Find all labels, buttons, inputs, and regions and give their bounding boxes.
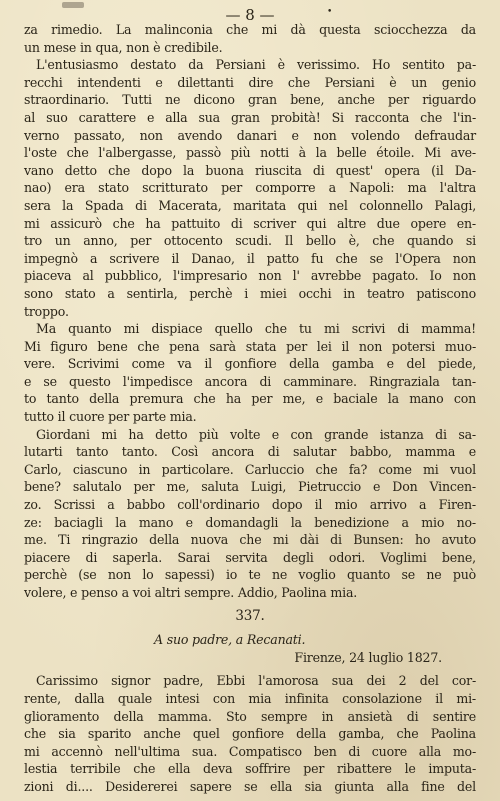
text-line: Ma quanto mi dispiace quello che tu mi scrivi di mamma! (36, 321, 476, 337)
text-line: tutto il cuore per parte mia. (24, 409, 197, 425)
header-mark: • (327, 7, 333, 17)
text-line: zioni di.... Desidererei sapere se ella sia giunta alla fine del (24, 778, 476, 794)
text-line: glioramento della mamma. Sto sempre in ansietà di sentire (24, 708, 476, 724)
text-line: troppo. (24, 303, 69, 319)
text-line: piacere di saperla. Sarai servita degli odori. Voglimi bene, (24, 549, 476, 565)
text-line: e se questo l'impedisce ancora di camminare. Ringraziala tan- (24, 373, 476, 389)
text-line: Carlo, ciascuno in particolare. Carluccio che fa? come mi vuol (24, 461, 476, 477)
text-line: che sia sparito anche quel gonfiore della gamba, che Paolina (24, 726, 476, 742)
text-line: nao) era stato scritturato per comporre a Napoli: ma l'altra (24, 180, 476, 196)
letter-addressee: A suo padre, a Recanati. (154, 632, 306, 648)
text-line: piaceva al pubblico, l'impresario non l' avrebbe pagato. Io non (24, 268, 476, 284)
text-line: vere. Scrivimi come va il gonfiore della gamba e del piede, (24, 356, 476, 372)
text-line: bene? salutalo per me, saluta Luigi, Pietruccio e Don Vincen- (24, 479, 476, 495)
text-line: recchi intendenti e dilettanti dire che Persiani è un genio (24, 74, 476, 90)
text-line: Mi figuro bene che pena sarà stata per lei il non potersi muo- (24, 338, 476, 354)
text-line: perchè (se non lo sapessi) io te ne voglio quanto se ne può (24, 567, 476, 583)
text-line: L'entusiasmo destato da Persiani è verissimo. Ho sentito pa- (36, 57, 476, 73)
text-line: un mese in qua, non è credibile. (24, 39, 223, 55)
text-line: Carissimo signor padre, Ebbi l'amorosa sua dei 2 del cor- (36, 673, 476, 689)
text-line: lestia terribile che ella deva soffrire per ribattere le imputa- (24, 761, 476, 777)
text-line: lutarti tanto tanto. Così ancora di salutar babbo, mamma e (24, 444, 476, 460)
text-line: impegnò a scrivere il Danao, il patto fu che se l'Opera non (24, 250, 476, 266)
text-line: vano detto che dopo la buona riuscita di quest' opera (il Da- (24, 162, 476, 178)
text-line: verno passato, non avendo danari e non volendo defraudar (24, 127, 476, 143)
letter-body (24, 21, 476, 796)
text-line: Giordani mi ha detto più volte e con grande istanza di sa- (36, 426, 476, 442)
text-line: l'oste che l'albergasse, passò più notti à la belle étoile. Mi ave- (24, 145, 476, 161)
text-line: mi assicurò che ha pattuito di scriver qui altre due opere en- (24, 215, 476, 231)
text-line: straordinario. Tutti ne dicono gran bene, anche per riguardo (24, 92, 476, 108)
text-line: za rimedio. La malinconia che mi dà questa sciocchezza da (24, 22, 476, 37)
text-line: mi accennò nell'ultima sua. Compatisco ben di cuore alla mo- (24, 743, 476, 759)
text-line: sono stato a sentirla, perchè i miei occhi in teatro patiscono (24, 285, 476, 301)
text-line: tro un anno, per ottocento scudi. Il bello è, che quando si (24, 233, 476, 249)
text-line: al suo carattere e alla sua gran probità! Si racconta che l'in- (24, 109, 476, 125)
letter-number: 337. (235, 607, 265, 624)
text-line: rente, dalla quale intesi con mia infinita consolazione il mi- (24, 690, 476, 706)
text-line: zo. Scrissi a babbo coll'ordinario dopo il mio arrivo a Firen- (24, 497, 476, 513)
text-line: sera la Spada di Macerata, maritata qui nel colonnello Palagi, (24, 197, 476, 213)
text-line: ze: baciagli la mano e domandagli la benedizione a mio no- (24, 514, 476, 530)
text-line: volere, e penso a voi altri sempre. Addio, Paolina mia. (24, 585, 358, 600)
text-line: me. Ti ringrazio della nuova che mi dài di Bunsen: ho avuto (24, 532, 476, 548)
letter-place-date: Firenze, 24 luglio 1827. (294, 649, 442, 665)
text-line: to tanto della premura che ha per me, e baciale la mano con (24, 391, 476, 407)
page-number: — 8 — (225, 6, 275, 24)
